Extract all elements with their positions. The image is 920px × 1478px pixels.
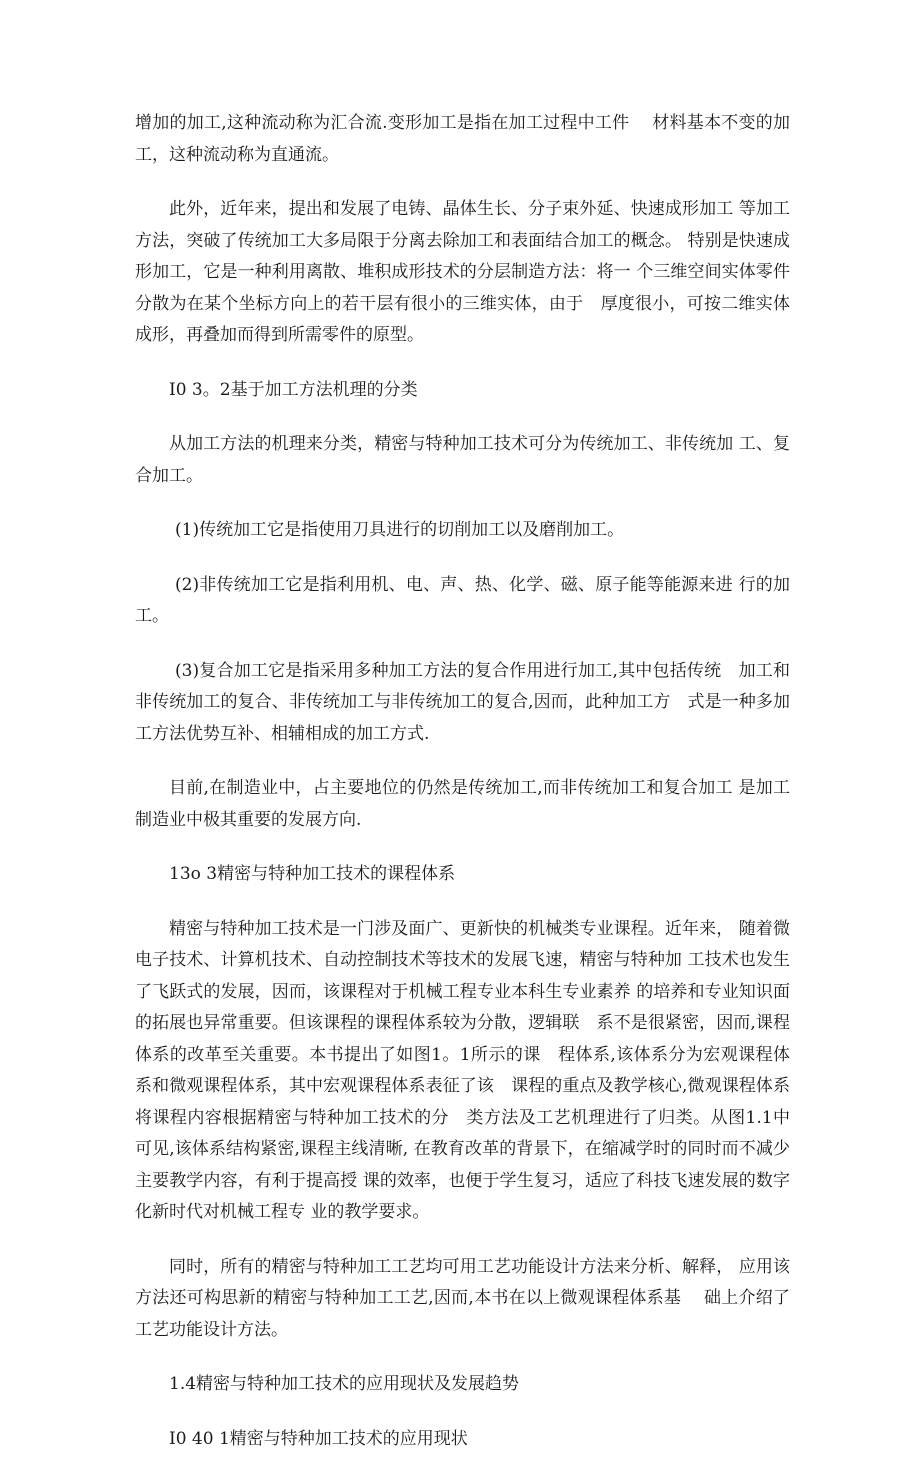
list-item-3: (3)复合加工它是指采用多种加工方法的复合作用进行加工,其中包括传统 加工和非传统加工的复合、非传统加工与非传统加工的复合,因而，此种加工方 式是一种多加工方法优势互补、相辅相成的加工方式. bbox=[135, 660, 790, 744]
document-page bbox=[135, 108, 790, 1478]
paragraph-6: 同时，所有的精密与特种加工工艺均可用工艺功能设计方法来分析、解释， 应用该方法还可构思新的精密与特种加工工艺,因而,本书在以上微观课程体系基 础上介绍了工艺功能设计方法。 bbox=[135, 1256, 790, 1340]
section-heading-1-3-2: I0 3。2基于加工方法机理的分类 bbox=[169, 379, 418, 400]
paragraph-4: 目前,在制造业中，占主要地位的仍然是传统加工,而非传统加工和复合加工 是加工制造业中极其重要的发展方向. bbox=[135, 778, 790, 830]
list-item-1: (1)传统加工它是指使用刀具进行的切削加工以及磨削加工。 bbox=[175, 520, 625, 540]
paragraph-5: 精密与特种加工技术是一门涉及面广、更新快的机械类专业课程。近年来， 随着微电子技术、计算机技术、自动控制技术等技术的发展飞速，精密与特种加 工技术也发生了飞跃式的发展，因而，该课程对于机械工程专业本科生专业素养 的培养和专业知识面的拓展也异常重要。但该课程的课程体系较为分散，逻辑联 系不是很紧密，因而,课程体系的改革至关重要。本书提出了如图1。1所示的课 程体系,该体系分为宏观课程体系和微观课程体系，其中宏观课程体系表征了该 课程的重点及教学核心,微观课程体系将课程内容根据精密与特种加工技术的分 类方法及工艺机理进行了归类。从图1.1中可见,该体系结构紧密,课程主线清晰, 在教育改革的背景下，在缩减学时的同时而不减少主要教学内容，有利于提高授 课的效率，也便于学生复习，适应了科技飞速发展的数字化新时代对机械工程专 业的教学要求。 bbox=[135, 918, 790, 1222]
section-heading-1-4: 1.4精密与特种加工技术的应用现状及发展趋势 bbox=[169, 1374, 520, 1394]
paragraph-2: 此外，近年来，提出和发展了电铸、晶体生长、分子束外延、快速成形加工 等加工方法，突破了传统加工大多局限于分离去除加工和表面结合加工的概念。 特别是快速成形加工，它是一种利用离散、堆积成形技术的分层制造方法：将一 个三维空间实体零件分散为在某个坐标方向上的若干层有很小的三维实体，由于 厚度很小，可按二维实体成形，再叠加而得到所需零件的原型。 bbox=[135, 199, 790, 345]
section-heading-1-3-3: 13o 3精密与特种加工技术的课程体系 bbox=[169, 864, 456, 884]
paragraph-3: 从加工方法的机理来分类，精密与特种加工技术可分为传统加工、非传统加 工、复合加工。 bbox=[135, 434, 790, 486]
list-item-2: (2)非传统加工它是指利用机、电、声、热、化学、磁、原子能等能源来进 行的加工。 bbox=[135, 574, 790, 626]
paragraph-1: 增加的加工,这种流动称为汇合流.变形加工是指在加工过程中工件 材料基本不变的加工，这种流动称为直通流。 bbox=[135, 113, 790, 165]
section-heading-1-4-1: I0 40 1精密与特种加工技术的应用现状 bbox=[169, 1428, 468, 1449]
